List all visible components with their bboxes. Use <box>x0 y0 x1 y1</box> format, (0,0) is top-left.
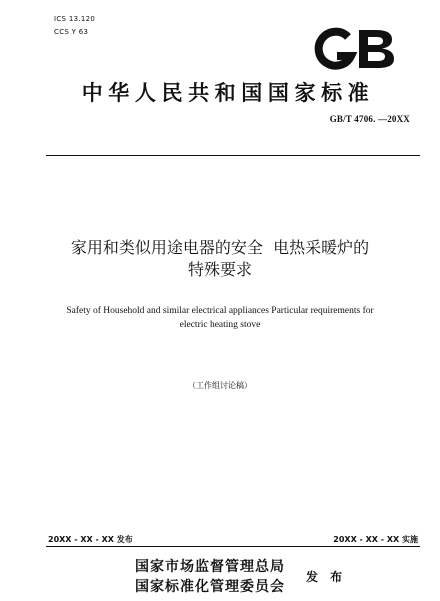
publish-label: 发 布 <box>306 570 347 584</box>
standard-number: GB/T 4706. —20XX <box>329 114 410 124</box>
title-en-line-2: electric heating stove <box>179 320 261 330</box>
draft-status: （工作组讨论稿） <box>188 381 252 390</box>
document-title-cn <box>20 237 420 281</box>
title-cn-line-1: 家用和类似用途电器的安全 电热采暖炉的 <box>70 238 370 257</box>
ccs-code: CCS Y 63 <box>54 28 89 36</box>
implement-date: 20XX - XX - XX 实施 <box>333 535 418 544</box>
standard-title: 中华人民共和国国家标准 <box>81 80 375 105</box>
title-cn-line-2: 特殊要求 <box>187 260 252 279</box>
issue-date: 20XX - XX - XX 发布 <box>48 535 133 544</box>
document-title-en <box>20 304 420 332</box>
header-divider <box>46 155 420 156</box>
issuing-org-1: 国家市场监督管理总局 <box>135 559 285 575</box>
issuing-org-2: 国家标准化管理委员会 <box>135 579 285 595</box>
ics-code: ICS 13.120 <box>54 15 96 23</box>
gb-logo-b-shape <box>359 30 394 68</box>
footer-divider <box>46 546 420 547</box>
gb-logo-g-shape <box>319 32 351 66</box>
gb-logo <box>312 26 398 72</box>
title-en-line-1: Safety of Household and similar electrical appliances Particular requirements for <box>66 306 374 316</box>
